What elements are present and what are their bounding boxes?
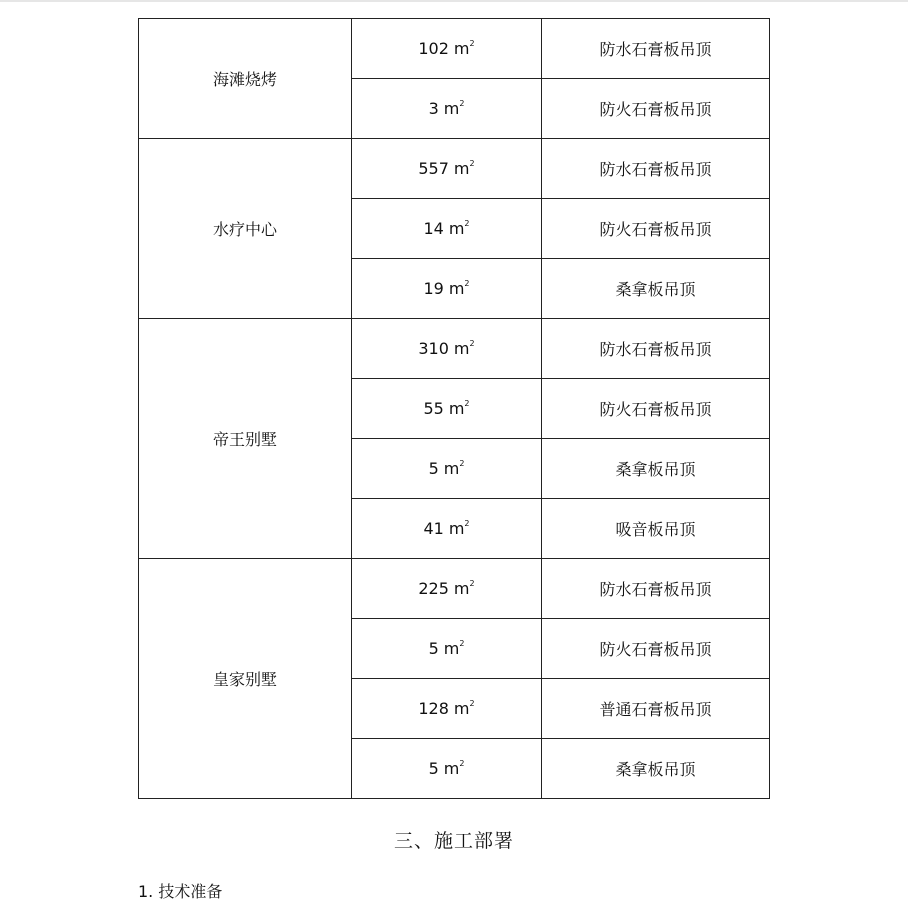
area-value: 41 — [423, 519, 444, 538]
unit-base: m — [453, 39, 470, 58]
unit-superscript: 2 — [459, 459, 465, 468]
unit-base: m — [443, 759, 460, 778]
ceiling-type-cell: 吸音板吊顶 — [542, 499, 770, 559]
area-value: 5 — [428, 459, 439, 478]
unit-base: m — [448, 279, 465, 298]
table-row — [139, 559, 770, 619]
unit-superscript: 2 — [469, 339, 475, 348]
area-value: 14 — [423, 219, 444, 238]
unit-base: m — [443, 639, 460, 658]
area-unit — [454, 159, 475, 178]
area-unit — [444, 99, 465, 118]
unit-base: m — [448, 219, 465, 238]
ceiling-type-cell: 防水石膏板吊顶 — [542, 559, 770, 619]
venue-cell: 水疗中心 — [139, 139, 352, 319]
ceiling-type-cell: 桑拿板吊顶 — [542, 259, 770, 319]
table-body — [139, 19, 770, 799]
table-row — [139, 19, 770, 79]
area-unit — [449, 399, 470, 418]
unit-base: m — [443, 459, 460, 478]
area-cell — [352, 499, 542, 559]
ceiling-type-cell: 普通石膏板吊顶 — [542, 679, 770, 739]
table-row — [139, 319, 770, 379]
unit-base: m — [453, 699, 470, 718]
area-unit — [444, 759, 465, 778]
section-heading: 三、施工部署 — [393, 830, 514, 852]
unit-superscript: 2 — [459, 99, 465, 108]
area-value: 55 — [423, 399, 444, 418]
area-cell — [352, 319, 542, 379]
area-cell — [352, 439, 542, 499]
area-cell — [352, 559, 542, 619]
area-unit — [444, 459, 465, 478]
area-value: 557 — [418, 159, 449, 178]
unit-base: m — [443, 99, 460, 118]
unit-base: m — [453, 159, 470, 178]
area-unit — [454, 339, 475, 358]
area-cell — [352, 19, 542, 79]
unit-superscript: 2 — [469, 39, 475, 48]
unit-superscript: 2 — [464, 519, 470, 528]
venue-cell: 帝王别墅 — [139, 319, 352, 559]
venue-cell: 海滩烧烤 — [139, 19, 352, 139]
area-unit — [454, 39, 475, 58]
area-unit — [444, 639, 465, 658]
area-value: 128 — [418, 699, 449, 718]
area-cell — [352, 139, 542, 199]
area-unit — [454, 699, 475, 718]
area-cell — [352, 259, 542, 319]
unit-superscript: 2 — [464, 399, 470, 408]
ceiling-type-cell: 防火石膏板吊顶 — [542, 199, 770, 259]
unit-superscript: 2 — [464, 219, 470, 228]
area-value: 102 — [418, 39, 449, 58]
area-unit — [454, 579, 475, 598]
area-unit — [449, 519, 470, 538]
ceiling-type-cell: 桑拿板吊顶 — [542, 739, 770, 799]
unit-superscript: 2 — [469, 699, 475, 708]
area-cell — [352, 379, 542, 439]
area-value: 225 — [418, 579, 449, 598]
area-value: 3 — [428, 99, 439, 118]
venue-cell: 皇家别墅 — [139, 559, 352, 799]
unit-superscript: 2 — [469, 579, 475, 588]
unit-base: m — [453, 579, 470, 598]
ceiling-type-cell: 防火石膏板吊顶 — [542, 79, 770, 139]
ceiling-type-cell: 防水石膏板吊顶 — [542, 19, 770, 79]
unit-base: m — [448, 399, 465, 418]
area-value: 19 — [423, 279, 444, 298]
ceiling-type-cell: 防水石膏板吊顶 — [542, 139, 770, 199]
unit-base: m — [453, 339, 470, 358]
area-cell — [352, 199, 542, 259]
area-cell — [352, 739, 542, 799]
ceiling-area-table — [138, 18, 770, 799]
area-cell — [352, 679, 542, 739]
unit-base: m — [448, 519, 465, 538]
subheading-technical-preparation: 1. 技术准备 — [138, 882, 223, 901]
area-cell — [352, 79, 542, 139]
area-value: 310 — [418, 339, 449, 358]
ceiling-type-cell: 防火石膏板吊顶 — [542, 379, 770, 439]
area-unit — [449, 219, 470, 238]
ceiling-type-cell: 防水石膏板吊顶 — [542, 319, 770, 379]
area-cell — [352, 619, 542, 679]
unit-superscript: 2 — [464, 279, 470, 288]
table-row — [139, 139, 770, 199]
unit-superscript: 2 — [459, 759, 465, 768]
area-value: 5 — [428, 639, 439, 658]
ceiling-type-cell: 桑拿板吊顶 — [542, 439, 770, 499]
area-value: 5 — [428, 759, 439, 778]
ceiling-type-cell: 防火石膏板吊顶 — [542, 619, 770, 679]
area-unit — [449, 279, 470, 298]
page-top-divider — [0, 0, 908, 2]
unit-superscript: 2 — [469, 159, 475, 168]
unit-superscript: 2 — [459, 639, 465, 648]
